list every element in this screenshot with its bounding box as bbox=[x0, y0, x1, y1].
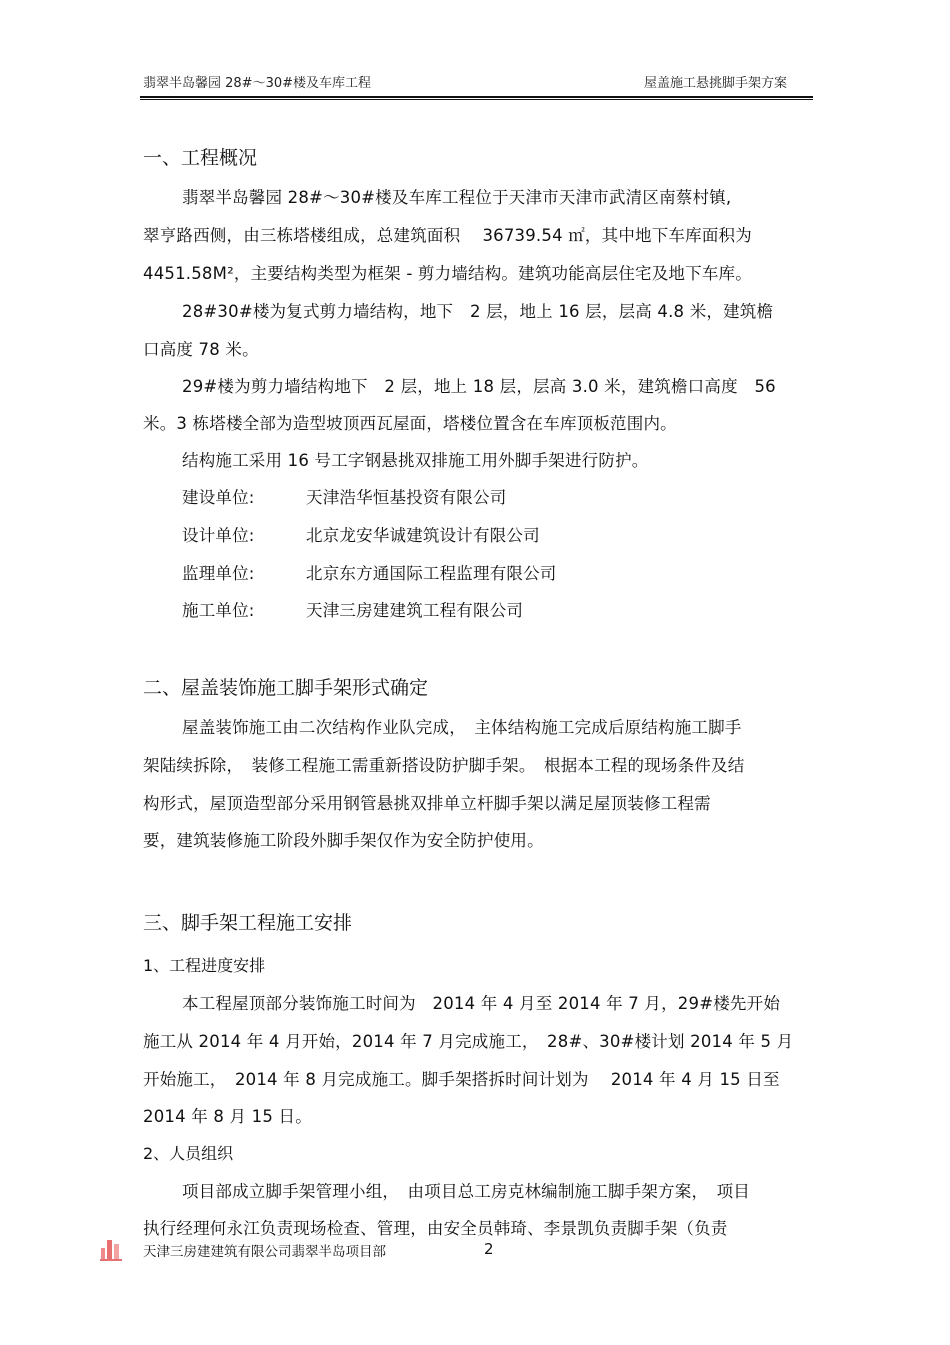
paragraph-line: 口高度 78 米。 bbox=[143, 340, 259, 359]
header-right: 屋盖施工悬挑脚手架方案 bbox=[644, 76, 788, 91]
unit-value-design: 北京龙安华诚建筑设计有限公司 bbox=[306, 526, 540, 545]
unit-label-construction: 建设单位: bbox=[182, 488, 255, 507]
paragraph-line: 结构施工采用 16 号工字钢悬挑双排施工用外脚手架进行防护。 bbox=[182, 451, 649, 470]
paragraph-line: 项目部成立脚手架管理小组， 由项目总工房克林编制施工脚手架方案， 项目 bbox=[182, 1182, 750, 1201]
paragraph-line: 米。3 栋塔楼全部为造型坡顶西瓦屋面，塔楼位置含在车库顶板范围内。 bbox=[143, 414, 677, 433]
paragraph-line: 架陆续拆除， 装修工程施工需重新搭设防护脚手架。 根据本工程的现场条件及结 bbox=[143, 756, 745, 775]
unit-value-supervision: 北京东方通国际工程监理有限公司 bbox=[306, 564, 557, 583]
header-left: 翡翠半岛馨园 28#～30#楼及车库工程 bbox=[143, 76, 372, 91]
header-rule-thin bbox=[140, 99, 813, 100]
section-2-title: 二、屋盖装饰施工脚手架形式确定 bbox=[143, 677, 429, 699]
paragraph-line: 翠亨路西侧，由三栋塔楼组成，总建筑面积 36739.54 ㎡，其中地下车库面积为 bbox=[143, 226, 752, 245]
unit-value-contractor: 天津三房建建筑工程有限公司 bbox=[306, 601, 524, 620]
company-logo-icon bbox=[98, 1234, 126, 1262]
subsection-2-title: 2、人员组织 bbox=[143, 1144, 234, 1163]
section-3-title: 三、脚手架工程施工安排 bbox=[143, 912, 353, 934]
paragraph-line: 2014 年 8 月 15 日。 bbox=[143, 1107, 312, 1126]
paragraph-line: 4451.58M²，主要结构类型为框架 - 剪力墙结构。建筑功能高层住宅及地下车库。 bbox=[143, 264, 752, 283]
unit-label-design: 设计单位: bbox=[182, 526, 255, 545]
page-number: 2 bbox=[484, 1240, 494, 1258]
paragraph-line: 要，建筑装修施工阶段外脚手架仅作为安全防护使用。 bbox=[143, 831, 544, 850]
paragraph-line: 施工从 2014 年 4 月开始，2014 年 7 月完成施工， 28#、30#楼计划 2014 年 5 月 bbox=[143, 1032, 794, 1051]
paragraph-line: 本工程屋顶部分装饰施工时间为 2014 年 4 月至 2014 年 7 月，29#楼先开始 bbox=[182, 994, 781, 1013]
paragraph-line: 翡翠半岛馨园 28#～30#楼及车库工程位于天津市天津市武清区南蔡村镇, bbox=[182, 188, 732, 207]
unit-label-supervision: 监理单位: bbox=[182, 564, 255, 583]
subsection-1-title: 1、工程进度安排 bbox=[143, 956, 266, 975]
paragraph-line: 开始施工， 2014 年 8 月完成施工。脚手架搭拆时间计划为 2014 年 4 月 15 日至 bbox=[143, 1070, 780, 1089]
paragraph-line: 28#30#楼为复式剪力墙结构，地下 2 层，地上 16 层，层高 4.8 米，建筑檐 bbox=[182, 302, 774, 321]
section-1-title: 一、工程概况 bbox=[143, 147, 258, 169]
paragraph-line: 执行经理何永江负责现场检查、管理，由安全员韩琦、李景凯负责脚手架（负责 bbox=[143, 1219, 728, 1238]
unit-value-construction: 天津浩华恒基投资有限公司 bbox=[306, 488, 507, 507]
paragraph-line: 29#楼为剪力墙结构地下 2 层，地上 18 层，层高 3.0 米，建筑檐口高度 56 bbox=[182, 377, 776, 396]
unit-label-contractor: 施工单位: bbox=[182, 601, 255, 620]
footer-company: 天津三房建建筑有限公司翡翠半岛项目部 bbox=[143, 1244, 386, 1260]
paragraph-line: 构形式，屋顶造型部分采用钢管悬挑双排单立杆脚手架以满足屋顶装修工程需 bbox=[143, 794, 711, 813]
header-rule bbox=[140, 96, 813, 98]
paragraph-line: 屋盖装饰施工由二次结构作业队完成， 主体结构施工完成后原结构施工脚手 bbox=[182, 718, 742, 737]
